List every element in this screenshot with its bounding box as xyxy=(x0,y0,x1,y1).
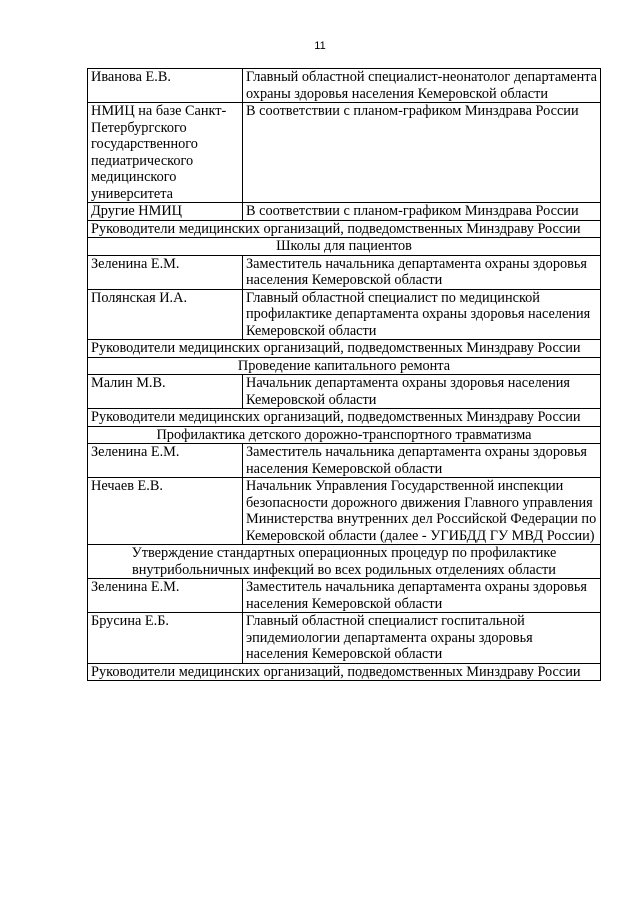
full-width-note: Руководители медицинских организаций, подведомственных Минздраву России xyxy=(88,663,601,681)
table-row xyxy=(88,478,601,545)
person-name: Зеленина Е.М. xyxy=(88,255,243,289)
section-header-row xyxy=(88,238,601,256)
table-row xyxy=(88,255,601,289)
person-name: Полянская И.А. xyxy=(88,289,243,340)
table-row xyxy=(88,444,601,478)
table-row xyxy=(88,220,601,238)
person-name: Зеленина Е.М. xyxy=(88,579,243,613)
table-row xyxy=(88,103,601,203)
table-row xyxy=(88,613,601,664)
person-name: НМИЦ на базе Санкт-Петербургского государственного педиатрического медицинского университета xyxy=(88,103,243,203)
position-description: В соответствии с планом-графиком Минздрава России xyxy=(243,203,601,221)
position-description: Главный областной специалист госпитальной эпидемиологии департамента охраны здоровья населения Кемеровской области xyxy=(243,613,601,664)
person-name: Малин М.В. xyxy=(88,375,243,409)
person-name: Брусина Е.Б. xyxy=(88,613,243,664)
section-heading: Школы для пациентов xyxy=(88,238,601,256)
position-description: Главный областной специалист-неонатолог департамента охраны здоровья населения Кемеровской области xyxy=(243,69,601,103)
position-description: Заместитель начальника департамента охраны здоровья населения Кемеровской области xyxy=(243,579,601,613)
full-width-note: Руководители медицинских организаций, подведомственных Минздраву России xyxy=(88,409,601,427)
section-header-row xyxy=(88,426,601,444)
position-description: Начальник Управления Государственной инспекции безопасности дорожного движения Главного управления Министерства внутренних дел Российской Федерации по Кемеровской области (далее - УГИБДД ГУ МВД России) xyxy=(243,478,601,545)
person-name: Иванова Е.В. xyxy=(88,69,243,103)
position-description: Главный областной специалист по медицинской профилактике департамента охраны здоровья населения Кемеровской области xyxy=(243,289,601,340)
responsibility-table xyxy=(87,68,601,681)
table-row xyxy=(88,69,601,103)
section-heading: Утверждение стандартных операционных процедур по профилактике внутрибольничных инфекций во всех родильных отделениях области xyxy=(88,545,601,579)
table-row xyxy=(88,579,601,613)
section-header-row xyxy=(88,357,601,375)
table-row xyxy=(88,409,601,427)
table-row xyxy=(88,663,601,681)
person-name: Зеленина Е.М. xyxy=(88,444,243,478)
section-heading: Проведение капитального ремонта xyxy=(88,357,601,375)
position-description: Заместитель начальника департамента охраны здоровья населения Кемеровской области xyxy=(243,255,601,289)
person-name: Другие НМИЦ xyxy=(88,203,243,221)
table-row xyxy=(88,340,601,358)
position-description: Начальник департамента охраны здоровья населения Кемеровской области xyxy=(243,375,601,409)
person-name: Нечаев Е.В. xyxy=(88,478,243,545)
table-row xyxy=(88,289,601,340)
table-row xyxy=(88,375,601,409)
section-heading: Профилактика детского дорожно-транспортного травматизма xyxy=(88,426,601,444)
section-header-row xyxy=(88,545,601,579)
full-width-note: Руководители медицинских организаций, подведомственных Минздраву России xyxy=(88,220,601,238)
table-row xyxy=(88,203,601,221)
page-number: 11 xyxy=(314,40,326,52)
position-description: Заместитель начальника департамента охраны здоровья населения Кемеровской области xyxy=(243,444,601,478)
full-width-note: Руководители медицинских организаций, подведомственных Минздраву России xyxy=(88,340,601,358)
position-description: В соответствии с планом-графиком Минздрава России xyxy=(243,103,601,203)
